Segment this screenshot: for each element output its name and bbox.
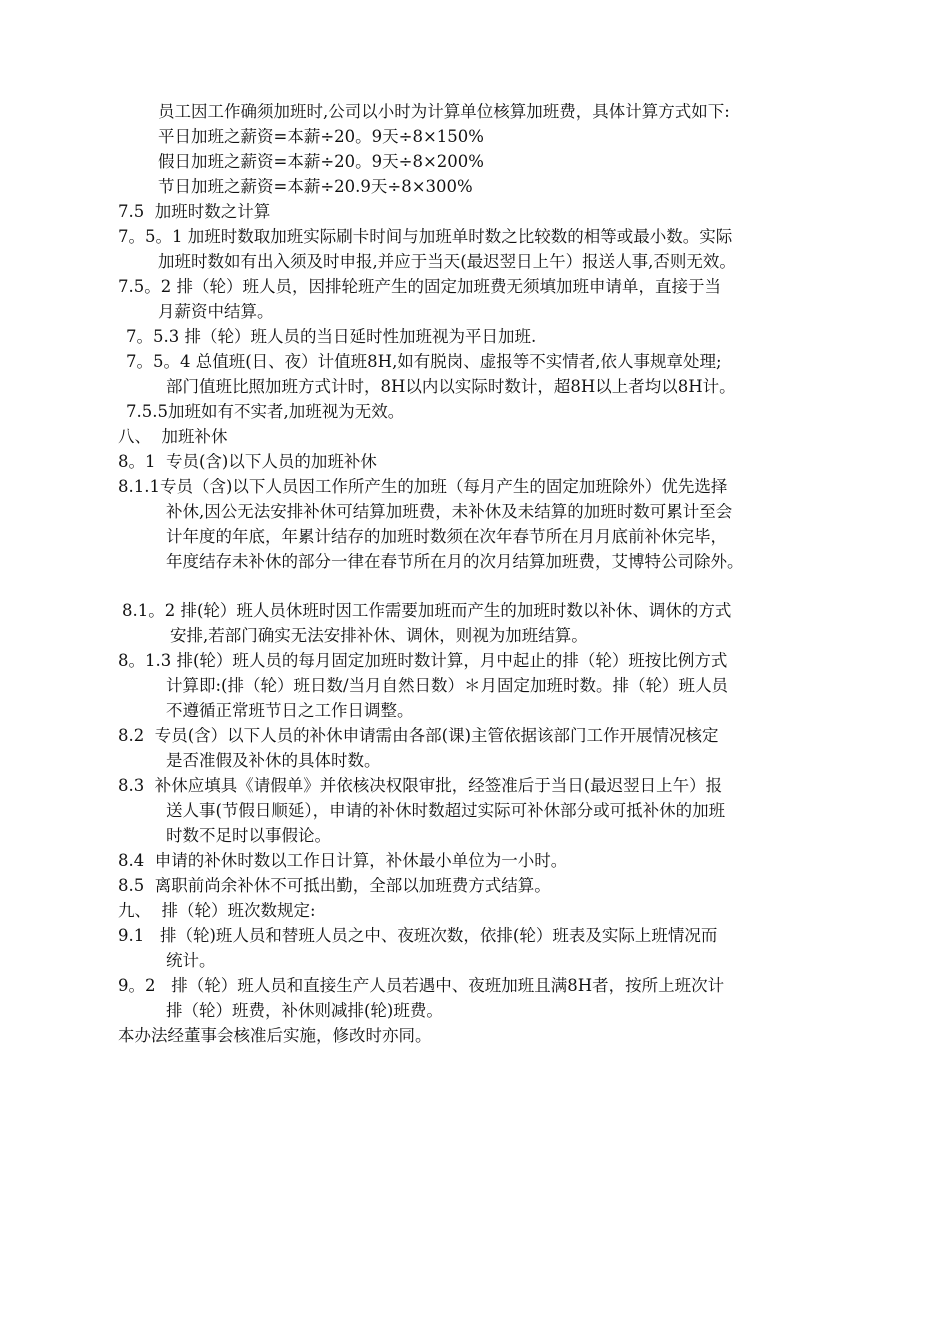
text-line: 9.1 排（轮)班人员和替班人员之中、夜班次数，依排(轮）班表及实际上班情况而 <box>118 926 718 945</box>
text-line: 补休,因公无法安排补休可结算加班费，未补休及未结算的加班时数可累计至会 <box>166 502 733 521</box>
closing-line: 本办法经董事会核准后实施，修改时亦同。 <box>118 1026 432 1045</box>
text-line: 8.5 离职前尚余补休不可抵出勤，全部以加班费方式结算。 <box>118 876 551 895</box>
text-line: 7。5.3 排（轮）班人员的当日延时性加班视为平日加班. <box>126 327 537 346</box>
text-line: 统计。 <box>166 951 216 970</box>
text-line: 7.5。2 排（轮）班人员，因排轮班产生的固定加班费无须填加班申请单，直接于当 <box>118 277 721 296</box>
text-line: 7.5.5加班如有不实者,加班视为无效。 <box>126 402 405 421</box>
text-line: 年度结存未补休的部分一律在春节所在月的次月结算加班费，艾博特公司除外。 <box>166 552 744 571</box>
text-line: 8.2 专员(含）以下人员的补休申请需由各部(课)主管依据该部门工作开展情况核定 <box>118 726 719 745</box>
section-heading: 九、 排（轮）班次数规定: <box>118 901 316 920</box>
text-line: 时数不足时以事假论。 <box>166 826 331 845</box>
text-line: 8.1.1专员（含)以下人员因工作所产生的加班（每月产生的固定加班除外）优先选择 <box>118 477 728 496</box>
section-heading: 7.5 加班时数之计算 <box>118 202 271 221</box>
text-line: 8.4 申请的补休时数以工作日计算，补休最小单位为一小时。 <box>118 851 568 870</box>
text-line: 计年度的年底，年累计结存的加班时数须在次年春节所在月月底前补休完毕， <box>166 527 727 546</box>
text-line: 8。1.3 排(轮）班人员的每月固定加班时数计算，月中起止的排（轮）班按比例方式 <box>118 651 728 670</box>
section-heading: 8。1 专员(含)以下人员的加班补休 <box>118 452 377 471</box>
text-line: 安排,若部门确实无法安排补休、调休，则视为加班结算。 <box>170 626 588 645</box>
section-heading: 八、 加班补休 <box>118 427 228 446</box>
text-line: 节日加班之薪资=本薪÷20.9天÷8×300% <box>158 177 473 196</box>
text-line: 月薪资中结算。 <box>158 302 274 321</box>
text-line: 加班时数如有出入须及时申报,并应于当天(最迟翌日上午）报送人事,否则无效。 <box>158 252 736 271</box>
text-line: 员工因工作确须加班时,公司以小时为计算单位核算加班费，具体计算方式如下: <box>158 102 730 121</box>
text-line: 7。5。1 加班时数取加班实际刷卡时间与加班单时数之比较数的相等或最小数。实际 <box>118 227 733 246</box>
text-line: 送人事(节假日顺延），申请的补休时数超过实际可补休部分或可抵补休的加班 <box>166 801 726 820</box>
text-line: 部门值班比照加班方式计时，8H以内以实际时数计，超8H以上者均以8H计。 <box>166 377 736 396</box>
text-line: 计算即:(排（轮）班日数/当月自然日数）＊月固定加班时数。排（轮）班人员 <box>166 676 729 695</box>
text-line: 9。2 排（轮）班人员和直接生产人员若遇中、夜班加班且满8H者，按所上班次计 <box>118 976 725 995</box>
text-line: 8.3 补休应填具《请假单》并依核决权限审批，经签准后于当日(最迟翌日上午）报 <box>118 776 723 795</box>
text-line: 不遵循正常班节日之工作日调整。 <box>166 701 414 720</box>
text-line: 是否准假及补休的具体时数。 <box>166 751 381 770</box>
text-line: 平日加班之薪资=本薪÷20。9天÷8×150% <box>158 127 484 146</box>
text-line: 假日加班之薪资=本薪÷20。9天÷8×200% <box>158 152 484 171</box>
text-line: 7。5。4 总值班(日、夜）计值班8H,如有脱岗、虚报等不实情者,依人事规章处理; <box>126 352 722 371</box>
text-line: 8.1。2 排(轮）班人员休班时因工作需要加班而产生的加班时数以补休、调休的方式 <box>122 601 732 620</box>
text-line: 排（轮）班费，补休则减排(轮)班费。 <box>166 1001 443 1020</box>
